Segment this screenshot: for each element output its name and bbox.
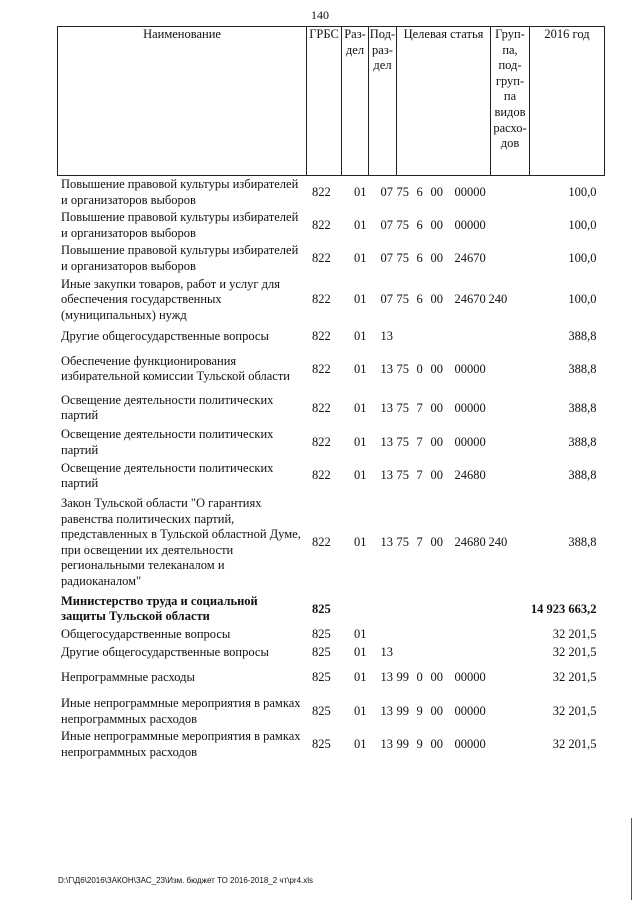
target-article-part: 6 [416,217,423,232]
row-grbs: 822 [312,400,331,415]
target-article-part: 00 [430,435,443,450]
row-razdel: 01 [354,534,367,549]
row-grbs: 822 [312,184,331,199]
target-article-part: 99 [396,670,409,685]
target-article-part: 0 [416,361,423,376]
row-podrazdel: 07 [380,292,393,307]
row-grbs: 825 [312,601,331,616]
row-group [487,242,525,275]
row-podrazdel: 13 [380,737,393,752]
col-year-header: 2016 год [530,27,605,176]
target-article-part: 75 [396,361,409,376]
col-group-header: Груп- па, под- груп- па видов расхо- дов [491,27,530,176]
row-target-article [394,593,487,626]
budget-table [57,176,599,761]
row-name: Обеспечение функционирования избирательной комиссии Тульской области [61,353,290,384]
target-article-part: 75 [396,251,409,266]
table-row [57,644,599,662]
row-podrazdel: 13 [380,703,393,718]
target-article-part: 00000 [454,670,486,685]
row-grbs: 825 [312,644,331,659]
row-podrazdel: 13 [380,400,393,415]
table-row [57,276,599,325]
row-amount: 388,8 [568,361,597,376]
target-article-part: 00 [430,670,443,685]
table-row [57,176,599,209]
row-razdel: 01 [354,435,367,450]
table-row [57,390,599,426]
target-article-part: 24680 [454,534,486,549]
row-group: 240 [488,534,508,549]
row-name: Непрограммные расходы [61,670,195,685]
target-article-part: 7 [416,534,423,549]
table-row [57,460,599,493]
row-name: Освещение деятельности политических партий [61,392,274,423]
row-target-article [394,728,487,761]
row-group [487,460,525,493]
table-row [57,493,599,593]
row-grbs: 822 [312,534,331,549]
target-article-part: 00 [430,703,443,718]
row-podrazdel: 13 [380,361,393,376]
target-article-part: 00000 [454,217,486,232]
row-razdel: 01 [354,737,367,752]
table-row [57,695,599,728]
row-name: Освещение деятельности политических партий [61,460,274,491]
target-article-part: 75 [396,400,409,415]
col-name-header: Наименование [58,27,307,176]
row-podrazdel: 13 [380,644,393,659]
row-razdel: 01 [354,251,367,266]
row-razdel: 01 [354,217,367,232]
col-grbs-header: ГРБС [307,27,342,176]
target-article-part: 75 [396,435,409,450]
row-amount: 100,0 [568,217,597,232]
row-target-article [394,176,487,209]
row-grbs: 822 [312,361,331,376]
target-article-part: 6 [416,251,423,266]
row-grbs: 825 [312,737,331,752]
table-row [57,348,599,390]
target-article-part: 00000 [454,184,486,199]
row-grbs: 822 [312,292,331,307]
target-article-part: 75 [396,292,409,307]
target-article-part: 7 [416,435,423,450]
col-razdel-header: Раз- дел [342,27,369,176]
row-name: Другие общегосударственные вопросы [61,328,269,343]
row-razdel: 01 [354,468,367,483]
row-grbs: 822 [312,468,331,483]
target-article-part: 75 [396,217,409,232]
row-name: Закон Тульской области "О гарантиях равенства политических партий, представленных в Тульской областной Думе, при освещении их деятельности региональными телеканалом и радиоканалом" [61,495,301,588]
row-name: Иные непрограммные мероприятия в рамках непрограммных расходов [61,729,301,759]
target-article-part: 7 [416,468,423,483]
table-row [57,626,599,644]
row-podrazdel: 13 [380,328,393,343]
row-target-article [394,324,487,348]
row-amount: 100,0 [568,184,597,199]
row-name: Повышение правовой культуры избирателей и организаторов выборов [61,210,299,240]
row-podrazdel [367,593,394,626]
row-amount: 388,8 [568,468,597,483]
row-name: Министерство труда и социальной защиты Тульской области [61,593,258,624]
target-article-part: 0 [416,670,423,685]
target-article-part: 75 [396,184,409,199]
row-podrazdel: 13 [380,435,393,450]
row-amount: 388,8 [568,534,597,549]
row-target-article [394,348,487,390]
col-podrazdel-header: Под- раз- дел [369,27,397,176]
row-name: Иные непрограммные мероприятия в рамках непрограммных расходов [61,696,301,726]
row-amount: 32 201,5 [552,737,597,752]
row-target-article [394,493,487,593]
row-podrazdel: 07 [380,217,393,232]
row-razdel: 01 [354,644,367,659]
row-amount: 32 201,5 [552,644,597,659]
row-podrazdel: 13 [380,468,393,483]
row-name: Повышение правовой культуры избирателей и организаторов выборов [61,177,299,207]
table-row [57,209,599,242]
row-target-article [394,426,487,459]
row-razdel: 01 [354,626,367,641]
target-article-part: 00 [430,361,443,376]
row-amount: 32 201,5 [552,626,597,641]
row-podrazdel: 13 [380,534,393,549]
row-razdel: 01 [354,184,367,199]
target-article-part: 00 [430,217,443,232]
row-razdel: 01 [354,292,367,307]
target-article-part: 24670 [454,251,486,266]
row-target-article [394,644,487,662]
row-grbs: 822 [312,328,331,343]
table-row [57,728,599,761]
target-article-part: 00000 [454,703,486,718]
target-article-part: 24680 [454,468,486,483]
row-group [487,426,525,459]
table-row [57,593,599,626]
row-group [487,644,525,662]
target-article-part: 6 [416,292,423,307]
row-amount: 14 923 663,2 [530,601,597,616]
row-razdel: 01 [354,670,367,685]
row-amount: 100,0 [568,292,597,307]
target-article-part: 24670 [454,292,486,307]
edge-line [631,818,632,900]
row-name: Общегосударственные вопросы [61,626,231,641]
row-podrazdel [367,626,394,644]
target-article-part: 00000 [454,737,486,752]
target-article-part: 75 [396,468,409,483]
row-razdel: 01 [354,361,367,376]
target-article-part: 6 [416,184,423,199]
target-article-part: 00 [430,184,443,199]
row-grbs: 822 [312,251,331,266]
row-target-article [394,209,487,242]
target-article-part: 00 [430,292,443,307]
row-target-article [394,390,487,426]
row-name: Повышение правовой культуры избирателей и организаторов выборов [61,243,299,273]
row-amount: 388,8 [568,400,597,415]
page-number: 140 [311,8,329,22]
row-group [487,626,525,644]
row-grbs: 825 [312,670,331,685]
row-group [487,390,525,426]
row-group [487,728,525,761]
target-article-part: 9 [416,703,423,718]
row-target-article [394,695,487,728]
row-grbs: 825 [312,626,331,641]
row-podrazdel: 07 [380,251,393,266]
row-grbs: 825 [312,703,331,718]
row-grbs: 822 [312,435,331,450]
row-group [487,695,525,728]
row-amount: 32 201,5 [552,703,597,718]
row-group [487,661,525,695]
row-grbs: 822 [312,217,331,232]
row-amount: 100,0 [568,251,597,266]
row-group: 240 [488,292,508,307]
row-podrazdel: 13 [380,670,393,685]
target-article-part: 9 [416,737,423,752]
table-row [57,324,599,348]
target-article-part: 00000 [454,435,486,450]
row-razdel: 01 [354,703,367,718]
row-razdel [339,593,367,626]
row-podrazdel: 07 [380,184,393,199]
row-target-article [394,626,487,644]
row-group [487,176,525,209]
row-name: Освещение деятельности политических партий [61,427,274,457]
row-group [487,593,525,626]
table-row [57,242,599,275]
row-group [487,209,525,242]
target-article-part: 7 [416,400,423,415]
row-target-article [394,242,487,275]
file-path-footer: D:\Г\Д6\2016\ЗАКОН\ЗАС_23\Изм. бюджет ТО 2016-2018_2 чт\pr4.xls [58,876,314,885]
table-header [57,26,605,176]
row-amount: 388,8 [568,328,597,343]
row-amount: 388,8 [568,435,597,450]
row-razdel: 01 [354,400,367,415]
row-target-article [394,276,487,325]
row-razdel: 01 [354,328,367,343]
row-name: Другие общегосударственные вопросы [61,644,269,659]
target-article-part: 99 [396,737,409,752]
target-article-part: 00 [430,468,443,483]
table-row [57,426,599,459]
target-article-part: 75 [396,534,409,549]
target-article-part: 00 [430,737,443,752]
target-article-part: 99 [396,703,409,718]
row-target-article [394,460,487,493]
row-target-article [394,661,487,695]
target-article-part: 00000 [454,361,486,376]
target-article-part: 00 [430,400,443,415]
row-group [487,348,525,390]
table-row [57,661,599,695]
row-amount: 32 201,5 [552,670,597,685]
row-name: Иные закупки товаров, работ и услуг для обеспечения государственных (муниципальных) нужд [61,276,281,322]
row-group [487,324,525,348]
target-article-part: 00 [430,251,443,266]
col-cs-header: Целевая статья [397,27,491,176]
target-article-part: 00000 [454,400,486,415]
target-article-part: 00 [430,534,443,549]
